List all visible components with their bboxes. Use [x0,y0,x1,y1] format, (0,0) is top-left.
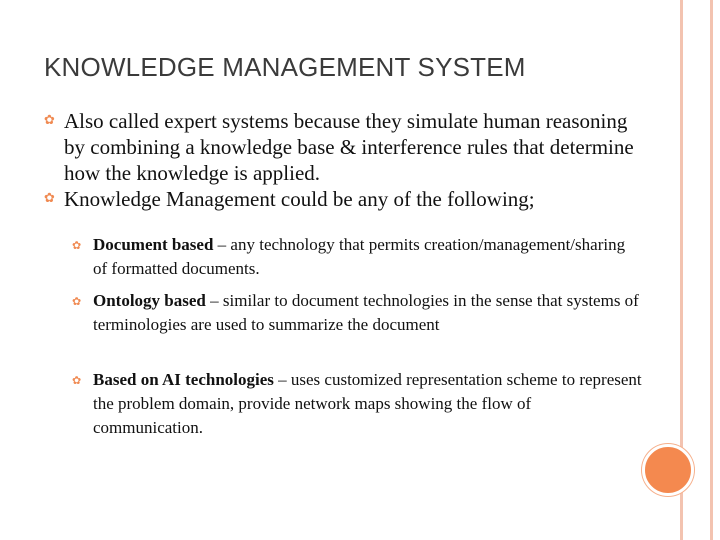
gear-bullet-icon: ✿ [44,113,55,128]
sub-bullet-description: – any technology that permits creation/management/sharing of formatted documents. [93,235,626,278]
sub-bullet-text [93,289,642,337]
sub-bullet-term: Document based [93,235,214,254]
gear-bullet-icon: ✿ [72,374,82,387]
sub-bullet-term: Ontology based [93,291,206,310]
bullet-text: Also called expert systems because they simulate human reasoning by combining a knowledge base & interference rules that determine how the knowledge is applied. [64,109,634,185]
sub-bullet-term: Based on AI technologies [93,370,274,389]
gear-bullet-icon: ✿ [72,295,82,308]
gear-bullet-icon: ✿ [44,191,55,206]
decorative-stripe-right [710,0,713,540]
sub-bullet-description: – similar to document technologies in the sense that systems of terminologies are used to summarize the document [93,291,639,334]
sub-bullet-text [93,233,642,281]
sub-bullet-item [72,233,642,281]
sub-bullet-item [72,368,642,440]
sub-bullet-item [72,289,642,337]
sub-bullet-text [93,368,642,440]
bullet-text: Knowledge Management could be any of the following; [64,187,535,211]
sub-bullet-description: – uses customized representation scheme to represent the problem domain, provide network maps showing the flow of communication. [93,370,642,437]
decorative-circle [642,444,694,496]
slide-title: KNOWLEDGE MANAGEMENT SYSTEM [44,52,526,82]
gear-bullet-icon: ✿ [72,239,82,252]
bullet-item [44,186,644,212]
bullet-item [44,108,644,186]
